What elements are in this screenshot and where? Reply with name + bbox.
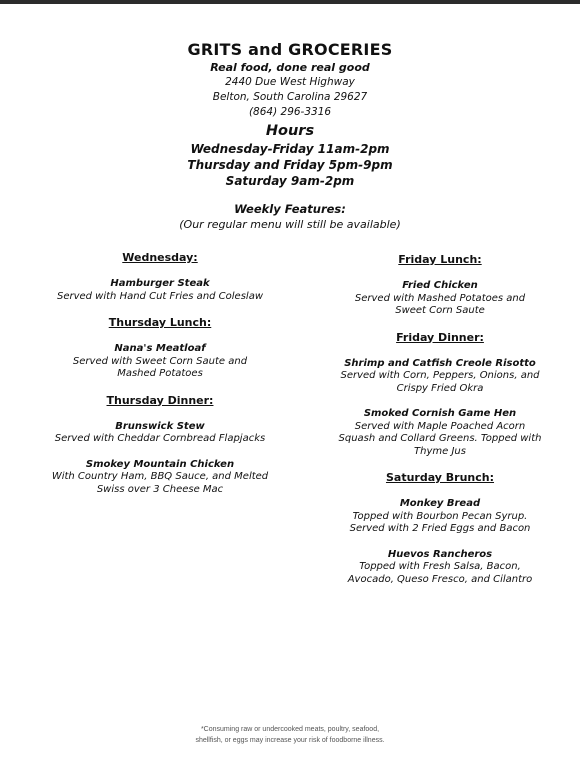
right-menu-column (320, 253, 560, 599)
weekly-features-title: Weekly Features: (234, 202, 346, 216)
menu-item-description: Mashed Potatoes (117, 368, 203, 379)
menu-item-description: Crispy Fried Okra (396, 382, 484, 394)
menu-item-name: Shrimp and Catfish Creole Risotto (344, 357, 536, 369)
hours-title: Hours (265, 123, 315, 139)
section-heading-thursday-dinner: Thursday Dinner: (106, 393, 214, 407)
phone-number: (864) 296-3316 (248, 106, 332, 118)
menu-item-description: Topped with Fresh Salsa, Bacon, (359, 561, 521, 572)
section-heading-friday-dinner: Friday Dinner: (396, 330, 484, 344)
restaurant-name: GRITS and GROCERIES (187, 40, 393, 59)
menu-header (0, 40, 580, 232)
weekly-features-note: (Our regular menu will still be available) (179, 218, 401, 231)
menu-item (320, 498, 560, 536)
menu-item-name: Smokey Mountain Chicken (85, 458, 235, 470)
menu-item (320, 408, 560, 458)
menu-item (20, 343, 300, 381)
menu-item-description: Served with 2 Fried Eggs and Bacon (349, 523, 531, 534)
health-disclaimer (0, 724, 580, 746)
menu-item-description: Served with Sweet Corn Saute and (72, 355, 248, 367)
left-menu-column (20, 251, 300, 509)
menu-item (20, 459, 300, 497)
menu-item-name: Fried Chicken (402, 280, 478, 291)
menu-item (20, 278, 300, 303)
section-heading-wednesday: Wednesday: (122, 251, 198, 264)
hours-line: Wednesday-Friday 11am-2pm (190, 142, 390, 156)
menu-item (320, 280, 560, 318)
menu-item-description: Served with Mashed Potatoes and (354, 292, 526, 304)
tagline: Real food, done real good (210, 61, 370, 74)
address-city: Belton, South Carolina 29627 (212, 91, 368, 103)
disclaimer-line: shellfish, or eggs may increase your risk of foodborne illness. (195, 737, 385, 744)
top-border (0, 0, 580, 4)
menu-item-description: Served with Corn, Peppers, Onions, and (340, 370, 540, 381)
menu-item-description: Served with Hand Cut Fries and Coleslaw (56, 290, 264, 302)
menu-item-name: Brunswick Stew (115, 420, 205, 432)
menu-item-name: Nana's Meatloaf (114, 343, 206, 354)
menu-item-description: Topped with Bourbon Pecan Syrup. (352, 510, 528, 522)
menu-item (320, 358, 560, 396)
section-heading-friday-lunch: Friday Lunch: (398, 253, 482, 266)
menu-item-description: Served with Maple Poached Acorn (354, 420, 526, 432)
menu-item (20, 421, 300, 446)
menu-item-description: Swiss over 3 Cheese Mac (96, 483, 224, 495)
menu-item-name: Smoked Cornish Game Hen (363, 408, 517, 419)
hours-line: Saturday 9am-2pm (225, 174, 355, 188)
section-heading-thursday-lunch: Thursday Lunch: (108, 316, 212, 329)
menu-item-name: Hamburger Steak (110, 278, 210, 289)
menu-item-description: Sweet Corn Saute (395, 305, 485, 316)
menu-item-name: Huevos Rancheros (387, 548, 493, 560)
menu-item-description: Thyme Jus (414, 445, 466, 457)
menu-item-description: Served with Cheddar Cornbread Flapjacks (54, 433, 266, 444)
menu-item-description: Squash and Collard Greens. Topped with (338, 433, 542, 444)
menu-item (320, 549, 560, 587)
menu-item-name: Monkey Bread (399, 498, 481, 509)
disclaimer-line: *Consuming raw or undercooked meats, poultry, seafood, (200, 726, 380, 733)
menu-item-description: Avocado, Queso Fresco, and Cilantro (347, 573, 533, 585)
hours-line: Thursday and Friday 5pm-9pm (187, 158, 393, 172)
section-heading-saturday-brunch: Saturday Brunch: (385, 471, 495, 484)
menu-item-description: With Country Ham, BBQ Sauce, and Melted (51, 471, 269, 482)
address-street: 2440 Due West Highway (225, 76, 355, 88)
